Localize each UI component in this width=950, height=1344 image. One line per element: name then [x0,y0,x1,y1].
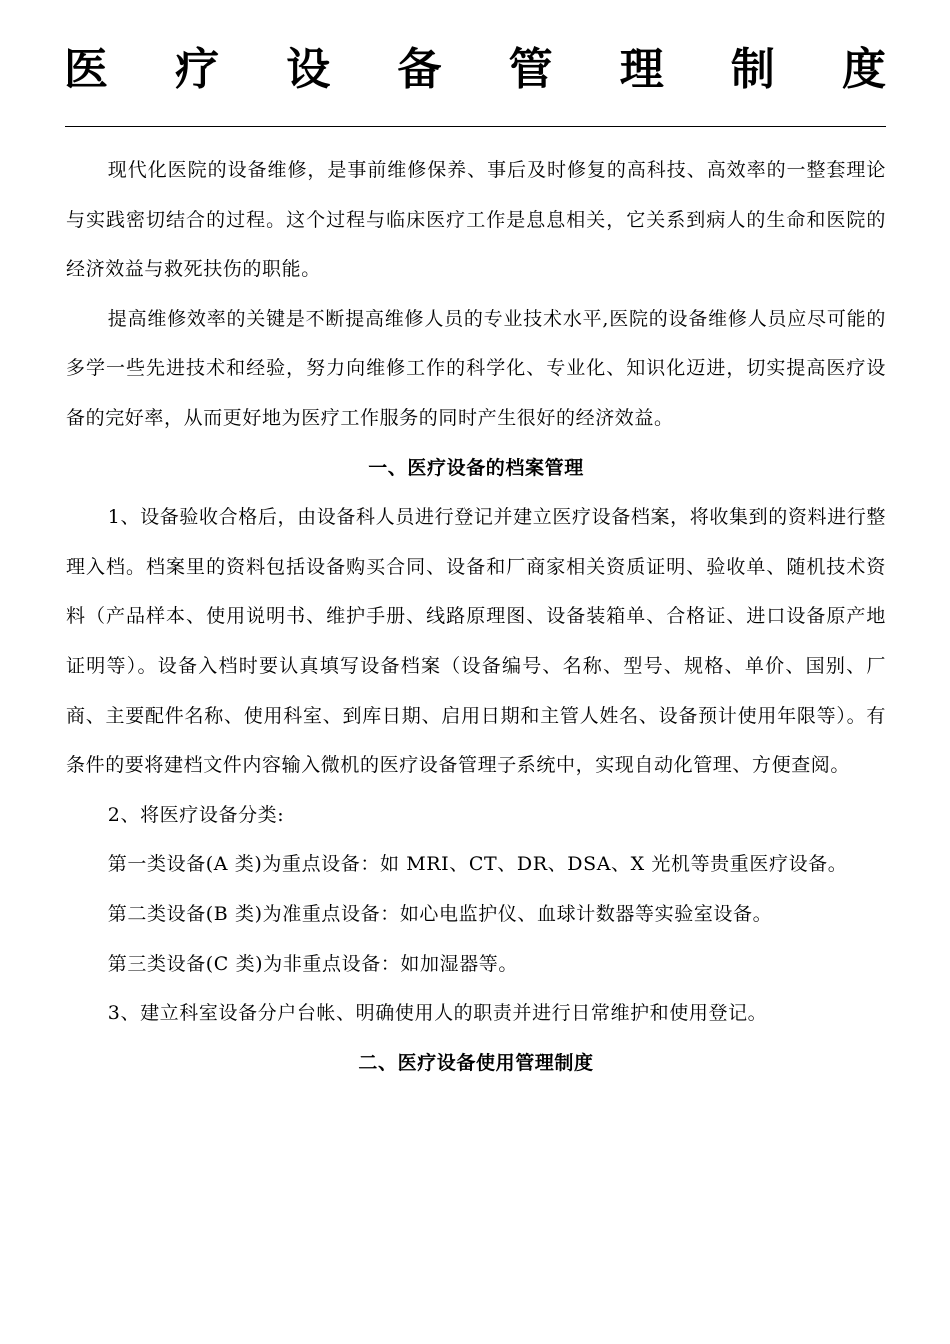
section-heading-usage: 二、医疗设备使用管理制度 [358,1051,594,1074]
archive-item-2: 2、将医疗设备分类: [107,803,285,826]
intro-paragraph-2: 提高维修效率的关键是不断提高维修人员的专业技术水平,医院的设备维修人员应尽可能的多学一些先进技术和经验，努力向维修工作的科学化、专业化、知识化迈进，切实提高医疗设备的完好率，从而更好地为医疗工作服务的同时产生很好的经济效益。 [66,307,886,429]
section-heading-archive: 一、医疗设备的档案管理 [368,456,584,479]
class-b-line: 第二类设备(B 类)为准重点设备：如心电监护仪、血球计数器等实验室设备。 [107,902,773,925]
document-body [66,146,886,1088]
document-title: 医疗设备管理制度 [64,44,886,95]
class-a-line: 第一类设备(A 类)为重点设备：如 MRI、CT、DR、DSA、X 光机等贵重医疗设备。 [107,853,848,876]
archive-item-3: 3、建立科室设备分户台帐、明确使用人的职责并进行日常维护和使用登记。 [107,1002,768,1025]
class-c-line: 第三类设备(C 类)为非重点设备：如加湿器等。 [107,952,519,975]
archive-item-1: 1、设备验收合格后，由设备科人员进行登记并建立医疗设备档案，将收集到的资料进行整理入档。档案里的资料包括设备购买合同、设备和厂商家相关资质证明、验收单、随机技术资料（产品样本、使用说明书、维护手册、线路原理图、设备装箱单、合格证、进口设备原产地证明等）。设备入档时要认真填写设备档案（设备编号、名称、型号、规格、单价、国别、厂商、主要配件名称、使用科室、到库日期、启用日期和主管人姓名、设备预计使用年限等）。有条件的要将建档文件内容输入微机的医疗设备管理子系统中，实现自动化管理、方便查阅。 [66,506,886,777]
intro-paragraph-1: 现代化医院的设备维修，是事前维修保养、事后及时修复的高科技、高效率的一整套理论与实践密切结合的过程。这个过程与临床医疗工作是息息相关，它关系到病人的生命和医院的经济效益与救死扶伤的职能。 [66,159,886,281]
title-divider [65,126,886,127]
